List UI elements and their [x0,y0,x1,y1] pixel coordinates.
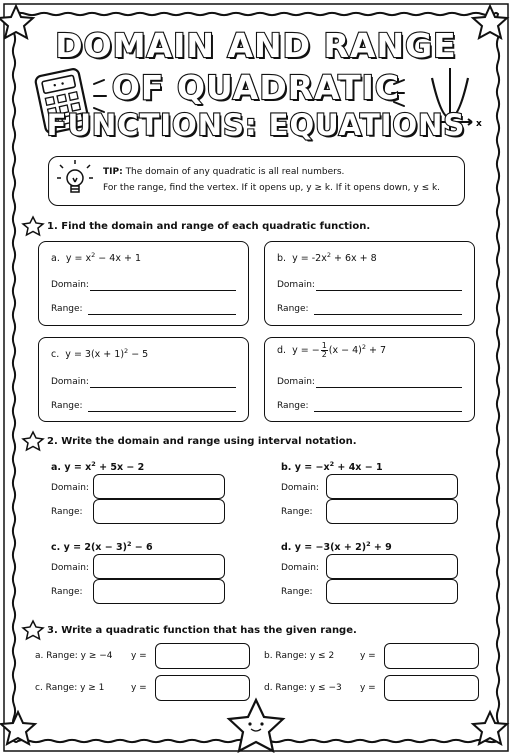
worksheet-title-line2: OF QUADRATIC [111,68,401,107]
s2-domain-label: Domain: [281,483,319,493]
fraction: $\frac{1}{2}$ [321,341,327,359]
s3-y-label: y = [131,683,147,693]
tip-line-1: TIP: The domain of any quadratic is all real numbers. [103,167,345,177]
s3-range-c: c. Range: y ≥ 1 [35,683,105,693]
s2-equation-c: c. $y = 2(x - 3)^2 - 6$ [51,540,153,553]
s3-answer-input-b[interactable] [384,643,479,669]
s1-domain-label: Domain: [277,280,315,290]
s2-domain-label: Domain: [51,563,89,573]
s2-domain-label: Domain: [281,563,319,573]
s2-equation-a: a. $y = x^2 + 5x - 2$ [51,460,145,473]
s1-domain-answer-line-d[interactable] [316,387,462,388]
s1-range-answer-line-c[interactable] [88,411,236,412]
s3-y-label: y = [360,683,376,693]
smiling-star-icon [229,700,283,751]
s3-range-b: b. Range: y ≤ 2 [264,651,335,661]
s2-range-input-c[interactable] [93,579,225,604]
s2-equation-b: b. $y = -x^2 + 4x - 1$ [281,460,383,473]
tip-line-2: For the range, find the vertex. If it opens up, y ≥ k. If it opens down, y ≤ k. [103,183,441,193]
s2-domain-input-c[interactable] [93,554,225,579]
s2-range-input-d[interactable] [326,579,458,604]
s1-equation-b: b. $y = -2x^2 + 6x + 8$ [277,251,377,264]
s2-range-input-a[interactable] [93,499,225,524]
s1-range-label: Range: [51,304,83,314]
s3-answer-input-a[interactable] [155,643,250,669]
section-star-icon [23,621,43,639]
s2-domain-input-d[interactable] [326,554,458,579]
s1-range-answer-line-d[interactable] [314,411,462,412]
s1-equation-d: d. y = − $\frac{1}{2}$ $(x - 4)^2 + 7$ [277,341,387,359]
s1-domain-answer-line-a[interactable] [90,290,236,291]
s3-y-label: y = [360,651,376,661]
s2-range-label: Range: [281,507,313,517]
section-star-icon [23,432,43,450]
s2-domain-label: Domain: [51,483,89,493]
s2-equation-d: d. $y = -3(x + 2)^2 + 9$ [281,540,392,553]
s1-domain-label: Domain: [51,377,89,387]
s2-range-input-b[interactable] [326,499,458,524]
s1-equation-a: a. $y = x^2 - 4x + 1$ [51,251,141,264]
s3-range-d: d. Range: y ≤ −3 [264,683,342,693]
s2-range-label: Range: [51,507,83,517]
s3-answer-input-d[interactable] [384,675,479,701]
s1-equation-c: c. $y = 3(x + 1)^2 - 5$ [51,347,149,360]
graph-axis-label: x [476,119,482,129]
worksheet-title-line3: FUNCTIONS: EQUATIONS [46,108,466,142]
section2-heading: 2. Write the domain and range using interval notation. [47,436,357,447]
worksheet-title-line1: DOMAIN AND RANGE [55,26,457,65]
tip-box [48,156,465,206]
s1-range-label: Range: [277,401,309,411]
s2-range-label: Range: [51,587,83,597]
s2-range-label: Range: [281,587,313,597]
s3-answer-input-c[interactable] [155,675,250,701]
s3-y-label: y = [131,651,147,661]
s1-domain-label: Domain: [51,280,89,290]
s1-range-answer-line-b[interactable] [314,314,462,315]
s1-domain-answer-line-b[interactable] [316,290,462,291]
s2-domain-input-b[interactable] [326,474,458,499]
section-star-icon [23,217,43,235]
s2-domain-input-a[interactable] [93,474,225,499]
s1-range-answer-line-a[interactable] [88,314,236,315]
s1-domain-label: Domain: [277,377,315,387]
corner-star-icon [1,712,35,744]
section3-heading: 3. Write a quadratic function that has the given range. [47,625,357,636]
s1-domain-answer-line-c[interactable] [90,387,236,388]
s1-range-label: Range: [277,304,309,314]
section1-heading: 1. Find the domain and range of each quadratic function. [47,221,371,232]
s1-range-label: Range: [51,401,83,411]
s3-range-a: a. Range: y ≥ −4 [35,651,113,661]
